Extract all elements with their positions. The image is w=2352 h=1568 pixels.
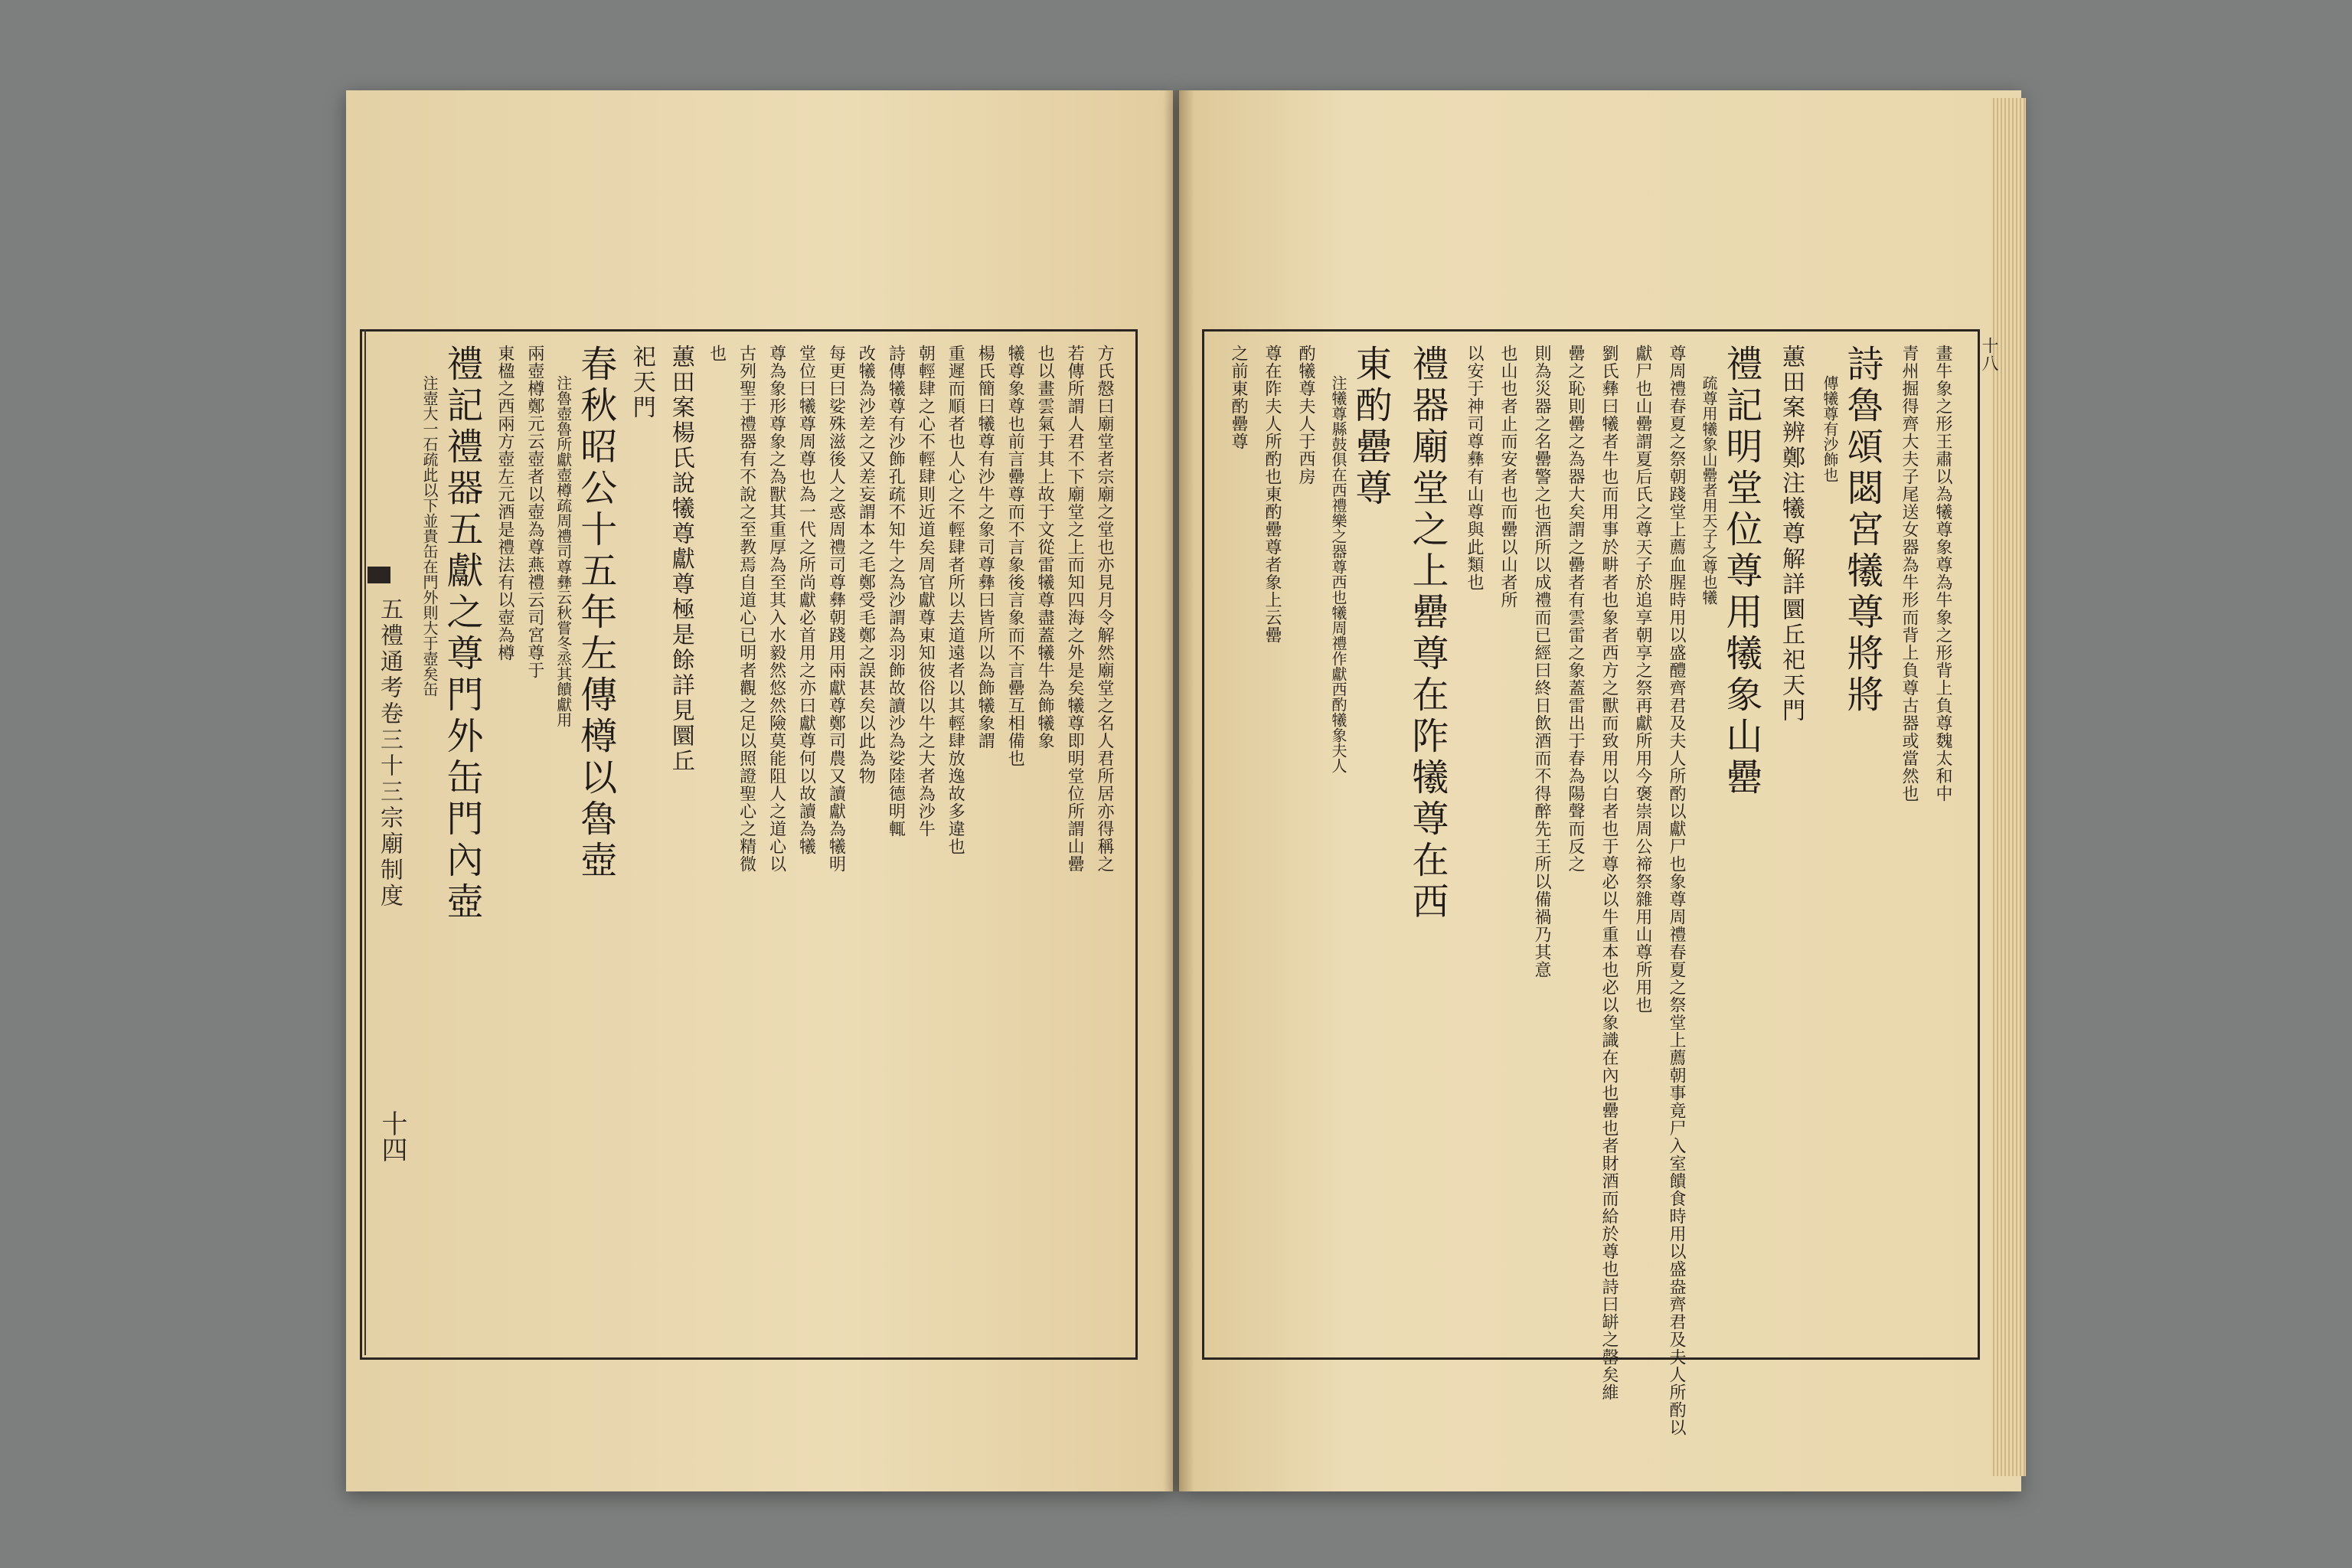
text-column: 也 (707, 345, 727, 362)
annotation-column: 注壺大一石疏此以下並貴缶在門外則大于壺矣缶 (420, 375, 439, 697)
text-column: 若傳所謂人君不下廟堂之上而知四海之外是矣犧尊即明堂位所謂山罍 (1065, 345, 1085, 873)
margin-note: 十八 (1979, 337, 1998, 372)
annotation-column: 注犧尊縣鼓俱在西禮樂之器尊西也犧周禮作獻西酌犧象夫人 (1329, 375, 1348, 773)
text-column: 之前東酌罍尊 (1229, 345, 1248, 450)
page-edges (1991, 98, 2026, 1476)
text-column: 犧尊象尊也前言罍尊而不言象後言象而不言罍互相備也 (1005, 345, 1025, 767)
text-column: 詩傳犧尊有沙飾孔疏不知牛之為沙謂為羽飾故讀沙為娑陸德明輒 (886, 345, 906, 838)
text-column: 兩壺樽鄭元云壺者以壺為尊燕禮云司宮尊于 (524, 345, 544, 679)
text-column: 尊為象形尊象之為獸其重厚為至其入水毅然悠然險莫能阻人之道心以 (766, 345, 786, 873)
text-column: 東楹之西兩方壺左元酒是禮法有以壺為樽 (495, 345, 514, 662)
text-column: 也以畫雲氣于其上故于文從雷犧尊盡蓋犧牛為飾犧象 (1035, 345, 1055, 750)
fishtail-mark (368, 567, 390, 583)
text-column: 禮記明堂位尊用犧象山罍 (1720, 345, 1762, 799)
text-column: 東酌罍尊 (1349, 345, 1392, 510)
annotation-column: 注魯壺魯所獻壺樽疏周禮司尊彝云秋嘗冬烝其饋獻用 (554, 375, 573, 727)
annotation-column: 傳犧尊有沙飾也 (1821, 375, 1839, 482)
text-column: 獻尸也山罍謂夏后氏之尊天子於追享朝享之祭再獻所用今褒崇周公禘祭雜用山尊所用也 (1633, 345, 1652, 1014)
page-number: 十四 (377, 1110, 407, 1162)
text-column: 楊氏簡曰犧尊有沙牛之象司尊彝曰皆所以為飾犧象謂 (975, 345, 995, 750)
text-column: 則為災器之名罍警之也酒所以成禮而已經曰終日飲酒而不得醉先王所以備禍乃其意 (1532, 345, 1551, 978)
book-gutter (1164, 90, 1194, 1491)
text-column: 重遲而順者也人心之不輕肆者所以去道遠者以其輕肆放逸故多違也 (946, 345, 965, 855)
text-column: 劉氏彝曰犧者牛也而用事於畊者也象者西方之獸而致用以白者也于尊必以牛重本也必以象識在內也罍也者財酒而給於尊也詩曰缾之罄矣維 (1599, 345, 1619, 1401)
text-column: 每更曰娑殊滋後人之惑周禮司尊彝朝踐用兩獻尊鄭司農又讀獻為犧明 (826, 345, 846, 873)
text-column: 罍之恥則罍之為器大矣謂之罍者有雲雷之象蓋雷出于春為陽聲而反之 (1566, 345, 1585, 873)
text-column: 尊周禮春夏之祭朝踐堂上薦血腥時用以盛醴齊君及夫人所酌以獻尸也象尊周禮春夏之祭堂上薦朝事竟尸入室饋食時用以盛盎齊君及夫人所酌以 (1667, 345, 1686, 1436)
text-column: 以安于神司尊彝有山尊與此類也 (1465, 345, 1484, 591)
text-column: 青州掘得齊大夫子尾送女器為牛形而背上負尊古器或當然也 (1900, 345, 1919, 802)
folio-title: 五禮通考卷三十三宗廟制度 (376, 597, 403, 910)
text-column: 蕙田案辨鄭注犧尊解詳圜丘祀天門 (1778, 345, 1805, 724)
text-column: 春秋昭公十五年左傳樽以魯壺 (573, 345, 617, 882)
text-column: 詩魯頌閟宮犧尊將將 (1841, 345, 1883, 717)
text-column: 祀天門 (628, 345, 655, 420)
text-column: 方氏慤曰廟堂者宗廟之堂也亦見月令解然廟堂之名人君所居亦得稱之 (1095, 345, 1115, 873)
text-column: 古列聖于禮器有不說之至教焉自道心已明者觀之足以照證聖心之精微 (737, 345, 756, 873)
text-column: 畫牛象之形王肅以為犧尊象尊為牛象之形背上負尊魏太和中 (1933, 345, 1952, 802)
annotation-column: 疏尊用犧象山罍者用天子之尊也犧 (1700, 375, 1718, 605)
text-column: 堂位曰犧尊周尊也為一代之所尚獻必首用之亦曰獻尊何以故讀為犧 (796, 345, 816, 855)
text-column: 朝輕肆之心不輕肆則近道矣周官獻尊東知彼俗以牛之大者為沙牛 (916, 345, 936, 838)
folio-rule (364, 329, 366, 1355)
text-column: 禮記禮器五獻之尊門外缶門內壺 (439, 345, 483, 923)
text-column: 改犧為沙差之又差妄謂本之毛鄭受毛鄭之誤甚矣以此為物 (856, 345, 876, 785)
text-column: 尊在阼夫人所酌也東酌罍尊者象上云罍 (1263, 345, 1282, 644)
text-column: 也山也者止而安者也而罍以山者所 (1498, 345, 1517, 609)
text-column: 酌犧尊夫人于西房 (1296, 345, 1315, 485)
text-column: 蕙田案楊氏說犧尊獻尊極是餘詳見圜丘 (667, 345, 694, 774)
text-column: 禮器廟堂之上罍尊在阼犧尊在西 (1406, 345, 1449, 923)
